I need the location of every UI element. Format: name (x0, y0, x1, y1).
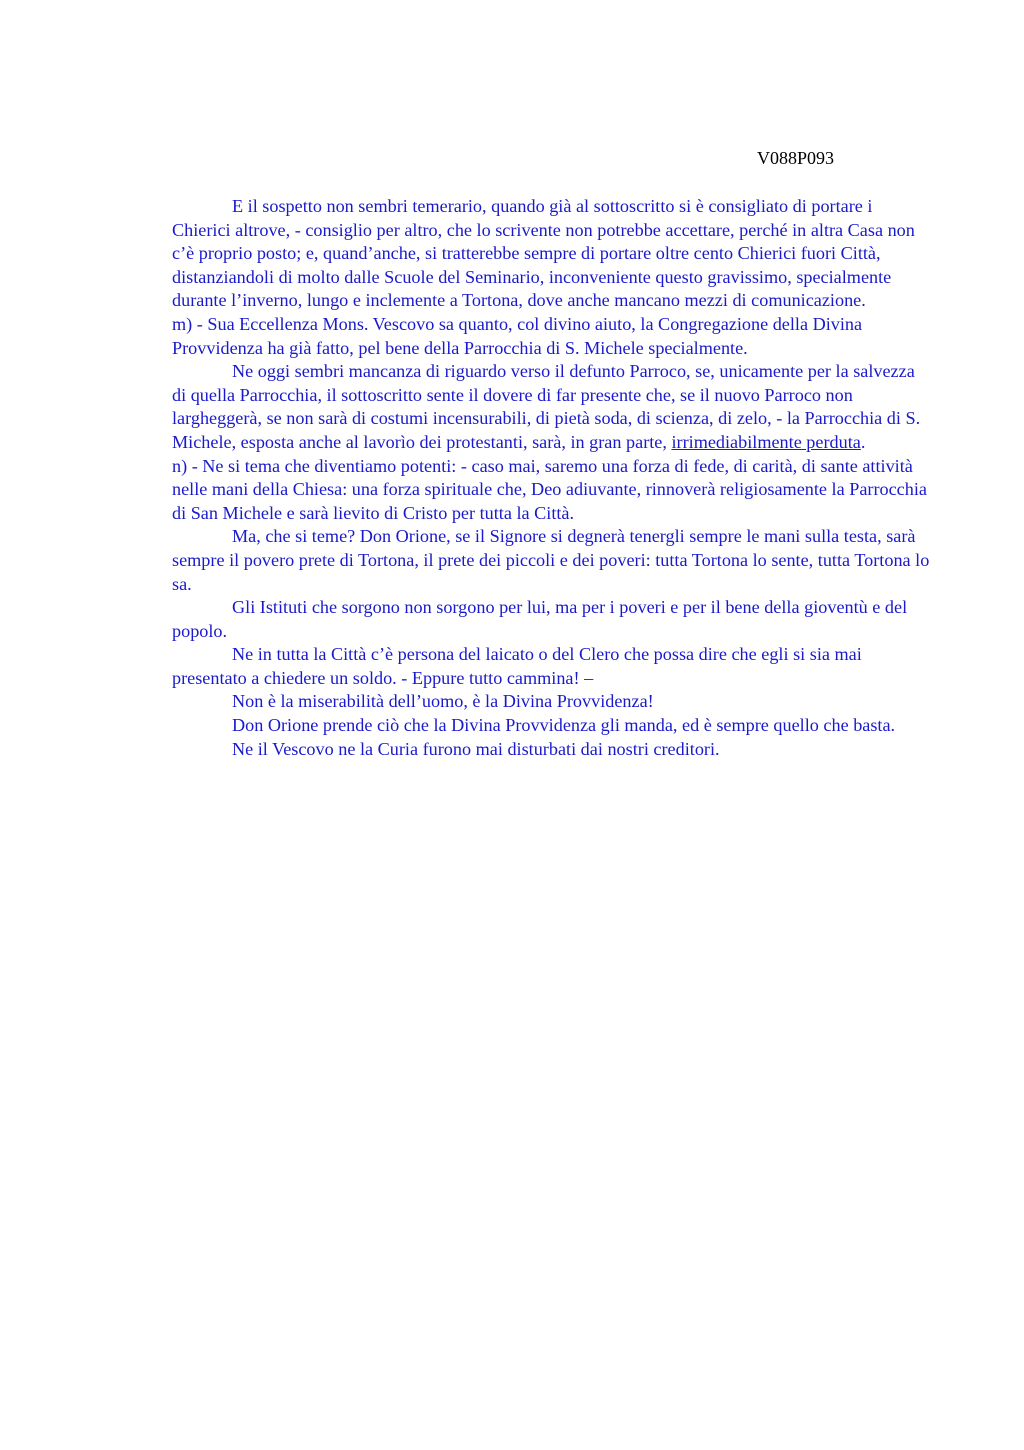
paragraph-sospetto: E il sospetto non sembri temerario, quando già al sottoscritto si è consigliato di portare i Chierici altrove, - consiglio per altro, che lo scrivente non potrebbe accettare, perché in altra Casa non c’è proprio posto; e, quand’anche, si tratterebbe sempre di portare oltre cento Chierici fuori Città, distanziandoli di molto dalle Scuole del Seminario, inconveniente questo gravissimo, specialmente durante l’inverno, lungo e inclemente a Tortona, dove anche mancano mezzi di comunicazione. (172, 196, 915, 311)
paragraph-parroco-text: Ne oggi sembri mancanza di riguardo verso il defunto Parroco, se, unicamente per la salvezza di quella Parrocchia, il sottoscritto sente il dovere di far presente che, se il nuovo Parroco non largheggerà, se non sarà di costumi incensurabili, di pietà soda, di scienza, di zelo, - la Parrocchia di S. Michele, esposta anche al lavorìo dei protestanti, sarà, in gran parte, (172, 361, 921, 452)
page-reference: V088P093 (757, 148, 835, 168)
paragraph-parroco (172, 360, 932, 454)
document-body (172, 195, 932, 761)
paragraph-citta: Ne in tutta la Città c’è persona del laicato o del Clero che possa dire che egli si sia mai presentato a chiedere un soldo. - Eppure tutto cammina! – (172, 644, 862, 688)
paragraph-creditori: Ne il Vescovo ne la Curia furono mai disturbati dai nostri creditori. (232, 738, 720, 759)
paragraph-provvidenza: Non è la miserabilità dell’uomo, è la Divina Provvidenza! (232, 691, 654, 712)
paragraph-m: m) - Sua Eccellenza Mons. Vescovo sa quanto, col divino aiuto, la Congregazione della Divina Provvidenza ha già fatto, pel bene della Parrocchia di S. Michele specialmente. (172, 313, 863, 358)
paragraph-istituti: Gli Istituti che sorgono non sorgono per lui, ma per i poveri e per il bene della gioventù e del popolo. (172, 597, 908, 641)
paragraph-prende: Don Orione prende ciò che la Divina Provvidenza gli manda, ed è sempre quello che basta. (232, 715, 896, 736)
paragraph-parroco-end: . (860, 431, 866, 452)
paragraph-don-orione: Ma, che si teme? Don Orione, se il Signore si degnerà tenergli sempre le mani sulla testa, sarà sempre il povero prete di Tortona, il prete dei piccoli e dei poveri: tutta Tortona lo sente, tutta Tortona lo sa. (172, 526, 930, 594)
paragraph-n: n) - Ne si tema che diventiamo potenti: - caso mai, saremo una forza di fede, di carità, di sante attività nelle mani della Chiesa: una forza spirituale che, Deo adiuvante, rinnoverà religiosamente la Parrocchia di San Michele e sarà lievito di Cristo per tutta la Città. (172, 455, 927, 523)
underlined-phrase: irrimediabilmente perduta (671, 431, 861, 452)
